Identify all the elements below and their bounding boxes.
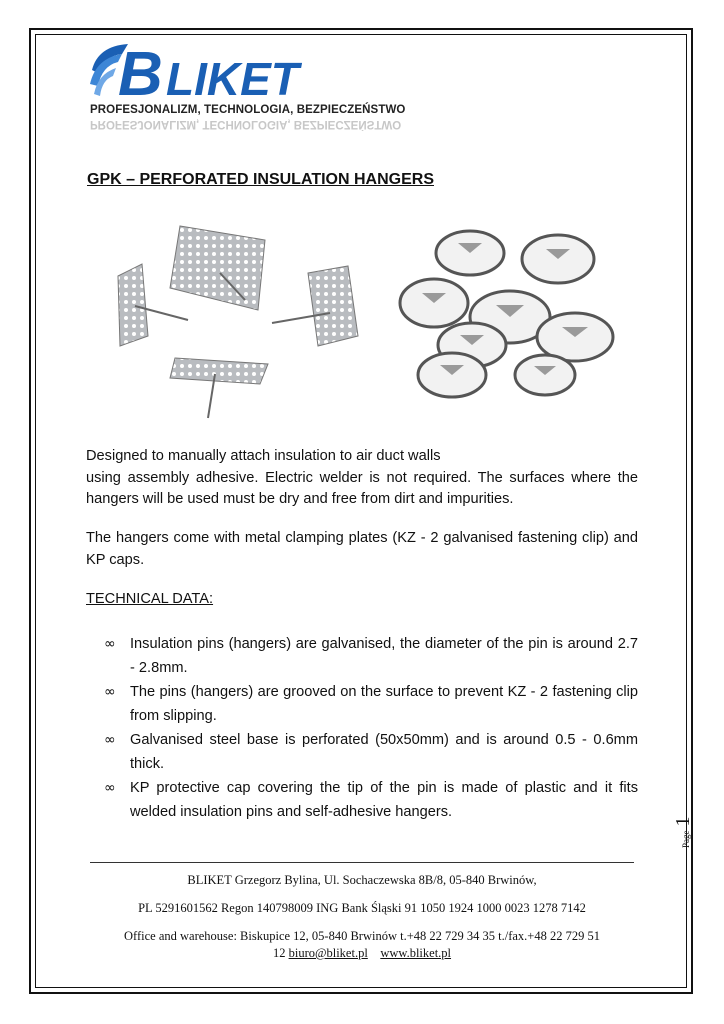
infinity-bullet-icon: ∞	[104, 780, 116, 796]
email-link[interactable]: biuro@bliket.pl	[288, 946, 368, 960]
website-link[interactable]: www.bliket.pl	[380, 946, 452, 960]
footer-contact-links	[70, 946, 654, 961]
footer-divider	[90, 862, 634, 863]
logo-tagline: PROFESJONALIZM, TECHNOLOGIA, BEZPIECZEŃSTWO	[90, 104, 406, 116]
footer-company-address: BLIKET Grzegorz Bylina, Ul. Sochaczewska 8B/8, 05-840 Brwinów,	[187, 873, 537, 887]
technical-data-heading: TECHNICAL DATA:	[86, 591, 214, 607]
document-title: GPK – PERFORATED INSULATION HANGERS	[87, 171, 434, 188]
infinity-bullet-icon: ∞	[104, 684, 116, 700]
intro-line-rest: using assembly adhesive. Electric welder is not required. The surfaces where the hangers will be used must be dry and free from dirt and impurities.	[86, 469, 638, 507]
logo-wordmark: LIKET	[166, 53, 299, 105]
list-item	[104, 776, 638, 824]
accessories-paragraph: The hangers come with metal clamping plates (KZ - 2 galvanised fastening clip) and KP caps.	[86, 530, 638, 568]
intro-paragraph	[86, 446, 638, 511]
logo-tagline-reflection: PROFESJONALIZM, TECHNOLOGIA, BEZPIECZEŃSTWO	[90, 118, 402, 130]
list-item	[104, 680, 638, 728]
clamping-plates-photo	[390, 225, 620, 415]
infinity-bullet-icon: ∞	[104, 732, 116, 748]
bullet-text: The pins (hangers) are grooved on the surface to prevent KZ - 2 fastening clip from slipping.	[130, 684, 638, 724]
footer-fax-suffix: 12	[272, 946, 286, 960]
list-item	[104, 632, 638, 680]
logo-letter-b: B	[118, 40, 163, 109]
technical-data-list	[104, 632, 638, 824]
intro-line-1: Designed to manually attach insulation to air duct walls	[86, 448, 441, 464]
footer-bank-details: PL 5291601562 Regon 140798009 ING Bank Śląski 91 1050 1924 1000 0023 1278 7142	[138, 901, 586, 915]
page-number-value: 1	[672, 816, 694, 827]
page-number	[672, 817, 695, 849]
list-item	[104, 728, 638, 776]
hangers-photo	[90, 218, 390, 428]
footer-office-contact: Office and warehouse: Biskupice 12, 05-840 Brwinów t.+48 22 729 34 35 t./fax.+48 22 729 51	[124, 929, 600, 943]
infinity-bullet-icon: ∞	[104, 636, 116, 652]
page-label: Page	[681, 830, 691, 848]
bullet-text: KP protective cap covering the tip of the pin is made of plastic and it fits welded insulation pins and self-adhesive hangers.	[130, 780, 638, 820]
bullet-text: Insulation pins (hangers) are galvanised, the diameter of the pin is around 2.7 - 2.8mm.	[130, 636, 638, 676]
bullet-text: Galvanised steel base is perforated (50x50mm) and is around 0.5 - 0.6mm thick.	[130, 732, 638, 772]
